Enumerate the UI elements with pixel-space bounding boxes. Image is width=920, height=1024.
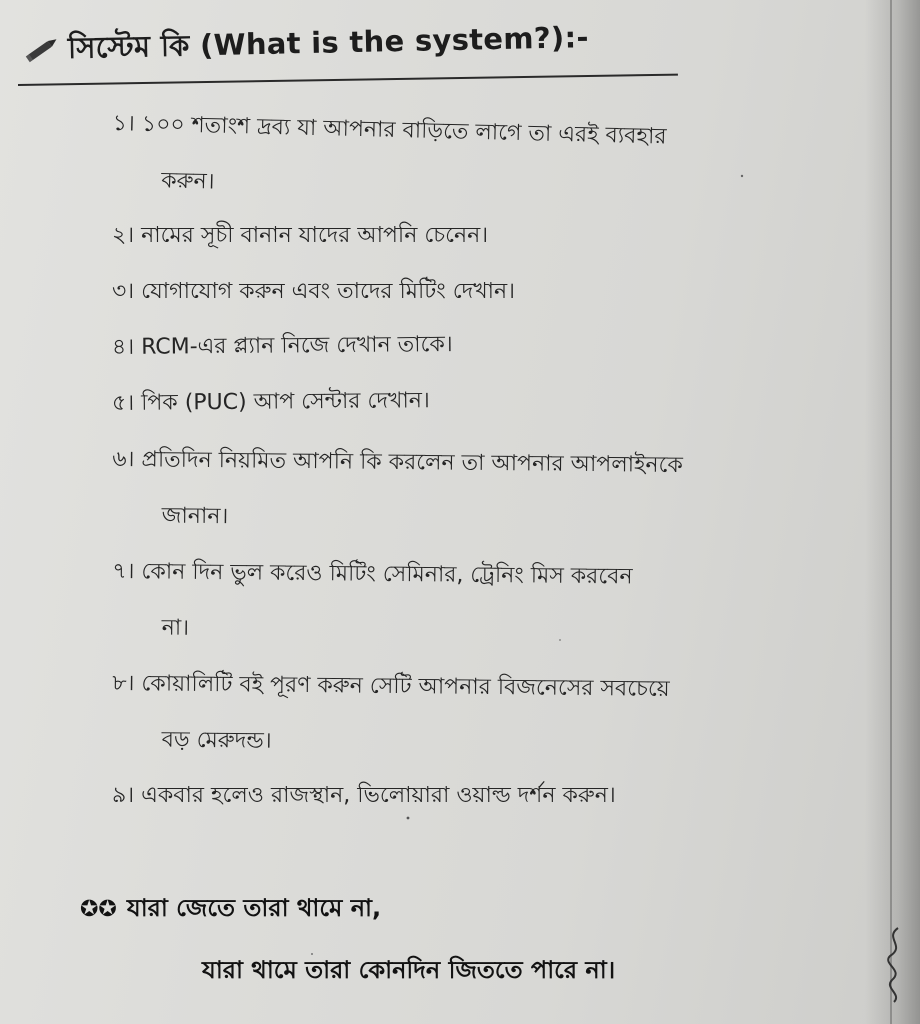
star-bullet-icon: ✪✪ <box>80 897 117 922</box>
item-continuation: করুন। <box>161 168 215 195</box>
item-number: ৬। <box>112 447 135 473</box>
list-item <box>112 264 882 320</box>
item-continuation: জানান। <box>161 503 229 530</box>
motto-line-2 <box>80 940 860 1000</box>
motto-text-1: যারা জেতে তারা থামে না, <box>126 894 382 922</box>
page-heading: সিস্টেম কি (What is the system?):- <box>67 19 590 65</box>
list-item <box>111 96 884 227</box>
item-number: ২। <box>112 223 135 248</box>
item-text: যোগাযোগ করুন এবং তাদের মিটিং দেখান। <box>141 279 516 304</box>
item-number: ৩। <box>112 279 135 304</box>
list-item <box>112 768 882 824</box>
item-continuation: না। <box>161 615 190 641</box>
item-text: RCM-এর প্ল্যান নিজে দেখান তাকে। <box>141 332 453 360</box>
item-number: ৫। <box>111 390 135 416</box>
item-number: ৪। <box>111 334 135 360</box>
list-item <box>111 544 882 664</box>
item-number: ১। <box>112 111 136 137</box>
item-text: প্রতিদিন নিয়মিত আপনি কি করলেন তা আপনার আপলাইনকে <box>141 447 683 478</box>
item-text: একবার হলেও রাজস্থান, ভিলোয়ারা ওয়াল্ড দর্শন করুন। <box>141 783 616 808</box>
margin-scribble-icon <box>880 924 910 1004</box>
motto-text-2: যারা থামে তারা কোনদিন জিততে পারে না। <box>202 956 616 984</box>
list-item <box>111 432 882 552</box>
item-continuation: বড় মেরুদন্ড। <box>161 727 272 754</box>
pencil-icon <box>22 33 62 67</box>
item-number: ৯। <box>112 783 135 808</box>
item-text: নামের সূচী বানান যাদের আপনি চেনেন। <box>141 223 489 248</box>
item-text: ১০০ শতাংশ দ্রব্য যা আপনার বাড়িতে লাগে তা এরই ব্যবহার <box>141 111 667 150</box>
item-number: ৮। <box>112 671 135 697</box>
system-steps-list <box>112 96 882 824</box>
item-number: ৭। <box>112 559 135 585</box>
item-text: কোয়ালিটি বই পূরণ করুন সেটি আপনার বিজনেসের সবচেয়ে <box>141 671 670 702</box>
item-text: কোন দিন ভুল করেও মিটিং সেমিনার, ট্রেনিং মিস করবেন <box>141 559 633 590</box>
motto-line-1 <box>80 878 860 940</box>
page-edge-line <box>890 0 892 1024</box>
heading-row <box>22 20 682 80</box>
list-item <box>111 656 882 776</box>
item-text: পিক (PUC) আপ সেন্টার দেখান। <box>141 388 430 416</box>
list-item <box>112 369 882 432</box>
motto-block <box>80 878 860 1000</box>
list-item <box>112 313 882 376</box>
